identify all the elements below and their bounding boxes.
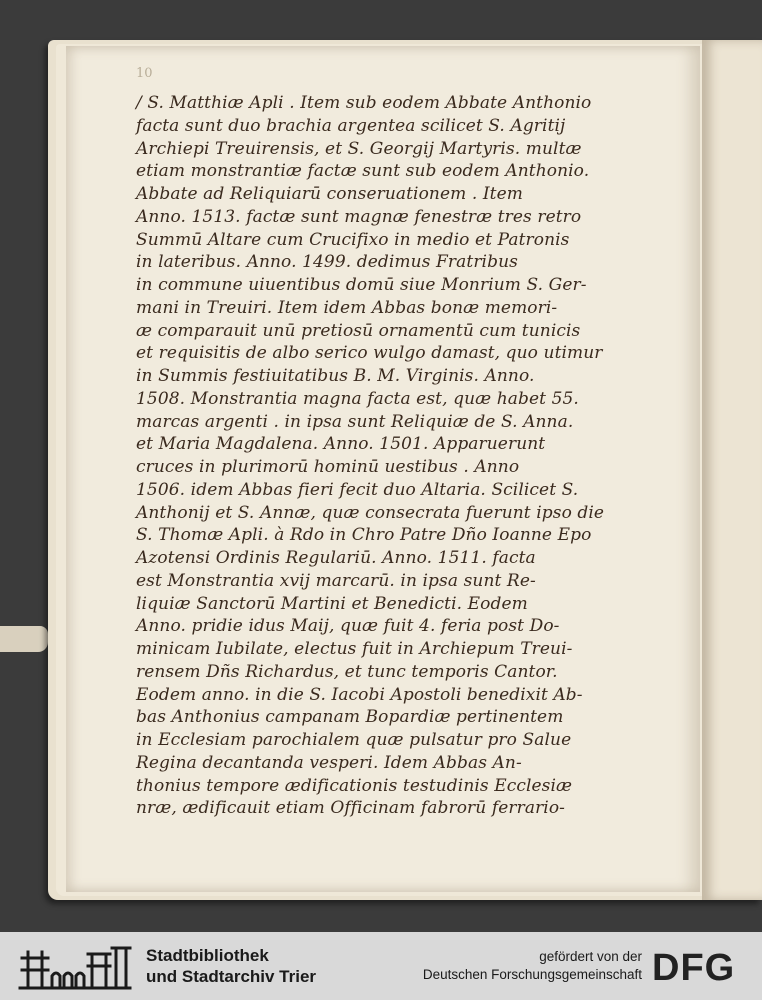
institution-line-2: und Stadtarchiv Trier (146, 967, 317, 986)
manuscript-line: in commune uiuentibus domū siue Monrium S. Ger- (136, 275, 587, 295)
manuscript-text (136, 92, 676, 820)
funding-notice (392, 948, 642, 984)
manuscript-line: et Maria Magdalena. Anno. 1501. Apparuerunt (136, 434, 546, 455)
facing-page-edge (702, 40, 762, 900)
manuscript-line: Anno. pridie idus Maij, quæ fuit 4. feria post Do- (136, 616, 560, 637)
page-number: 10 (136, 66, 153, 81)
manuscript-line: est Monstrantia xvij marcarū. in ipsa sunt Re- (136, 570, 536, 591)
institution-line-1: Stadtbibliothek (146, 946, 269, 965)
manuscript-line: et requisitis de albo serico wulgo damast, quo utimur (136, 343, 603, 364)
manuscript-line: æ comparauit unū pretiosū ornamentū cum tunicis (136, 320, 581, 341)
manuscript-line: Abbate ad Reliquiarū conseruationem . Item (136, 184, 523, 204)
manuscript-line: in Summis festiuitatibus B. M. Virginis. Anno. (136, 366, 535, 386)
manuscript-line: Archiepi Treuirensis, et S. Georgij Martyris. multæ (136, 138, 582, 159)
manuscript-line: thonius tempore ædificationis testudinis Ecclesiæ (136, 775, 573, 796)
page-fold (0, 626, 48, 652)
manuscript-line: minicam Iubilate, electus fuit in Archiepum Treui- (136, 639, 573, 659)
manuscript-line: marcas argenti . in ipsa sunt Reliquiæ de S. Anna. (136, 411, 574, 432)
manuscript-line: Anno. 1513. factæ sunt magnæ fenestræ tres retro (136, 206, 582, 227)
manuscript-line: etiam monstrantiæ factæ sunt sub eodem Anthonio. (136, 161, 590, 182)
institution-name (146, 945, 316, 987)
manuscript-line: bas Anthonius campanam Bopardiæ pertinentem (136, 707, 564, 728)
manuscript-line: 1508. Monstrantia magna facta est, quæ habet 55. (136, 388, 579, 409)
manuscript-line: cruces in plurimorū hominū uestibus . Anno (136, 457, 520, 477)
manuscript-line: mani in Treuiri. Item idem Abbas bonæ memori- (136, 297, 558, 318)
manuscript-line: rensem Dñs Richardus, et tunc temporis Cantor. (136, 661, 558, 682)
manuscript-line: Summū Altare cum Crucifixo in medio et Patronis (136, 229, 570, 250)
manuscript-line: in lateribus. Anno. 1499. dedimus Fratribus (136, 252, 518, 273)
manuscript-line: Regina decantanda vesperi. Idem Abbas An- (136, 752, 522, 773)
manuscript-line: 1506. idem Abbas fieri fecit duo Altaria. Scilicet S. (136, 479, 579, 500)
funding-line-1: gefördert von der (539, 949, 642, 964)
manuscript-line: Azotensi Ordinis Regulariū. Anno. 1511. facta (136, 548, 536, 568)
dfg-logo: DFG (652, 947, 736, 989)
manuscript-line: liquiæ Sanctorū Martini et Benedicti. Eodem (136, 593, 528, 614)
manuscript-line: Anthonij et S. Annæ, quæ consecrata fuerunt ipso die (136, 502, 605, 523)
manuscript-line: Eodem anno. in die S. Iacobi Apostoli benedixit Ab- (136, 684, 583, 705)
manuscript-line: S. Thomæ Apli. à Rdo in Chro Patre Dño Ioanne Epo (136, 525, 592, 546)
stadtbibliothek-logo-icon (18, 944, 132, 990)
manuscript-line: nræ, ædificauit etiam Officinam fabrorū ferrario- (136, 798, 566, 819)
manuscript-line: in Ecclesiam parochialem quæ pulsatur pro Salue (136, 730, 572, 750)
manuscript-line: facta sunt duo brachia argentea scilicet S. Agritij (136, 115, 566, 136)
funding-line-2: Deutschen Forschungsgemeinschaft (422, 967, 642, 982)
manuscript-line: / S. Matthiæ Apli . Item sub eodem Abbate Anthonio (136, 93, 592, 113)
